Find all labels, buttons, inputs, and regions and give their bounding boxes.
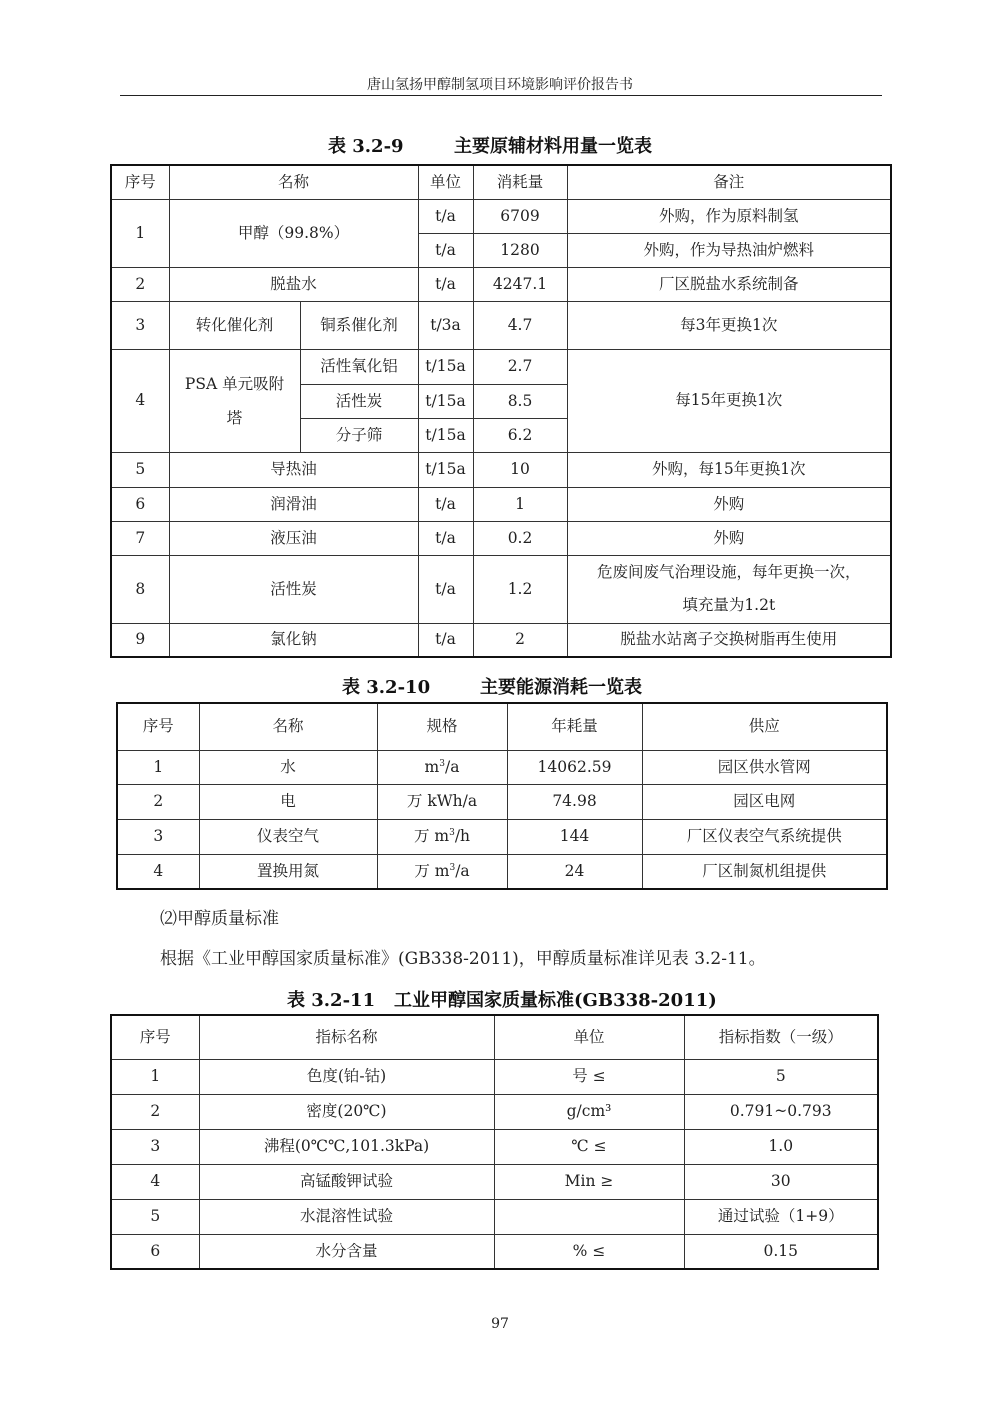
amount-cell: 2.7: [473, 349, 567, 384]
row-number: 5: [111, 452, 169, 487]
material-name: 脱盐水: [169, 267, 418, 301]
row-number: 6: [111, 1234, 199, 1269]
indicator-name: 沸程(0℃℃,101.3kPa): [199, 1129, 494, 1164]
amount-cell: 144: [507, 819, 642, 854]
note-line: 危废间废气治理设施，每年更换一次，: [597, 563, 861, 581]
header-cell: 规格: [377, 703, 507, 750]
note-cell: 每15年更换1次: [567, 349, 891, 452]
spec-text: 万 m: [414, 861, 450, 880]
row-number: 2: [117, 784, 199, 819]
spec-superscript: 3: [449, 828, 455, 839]
header-cell: 备注: [567, 165, 891, 199]
header-cell: 序号: [111, 165, 169, 199]
row-number: 8: [111, 555, 169, 623]
amount-cell: 1.2: [473, 555, 567, 623]
material-name-line: 塔: [226, 408, 243, 427]
unit-cell: g/cm³: [494, 1094, 684, 1129]
indicator-name: 高锰酸钾试验: [199, 1164, 494, 1199]
row-number: 2: [111, 1094, 199, 1129]
table-row: [111, 349, 891, 384]
table2-caption-number: 表 3.2-10: [342, 677, 431, 698]
supply-cell: 园区供水管网: [642, 750, 887, 784]
row-number: 9: [111, 623, 169, 657]
table-row: [117, 750, 887, 784]
amount-cell: 4247.1: [473, 267, 567, 301]
amount-cell: 0.2: [473, 521, 567, 555]
material-name: 氯化钠: [169, 623, 418, 657]
indicator-name: 密度(20℃): [199, 1094, 494, 1129]
table-row: [117, 854, 887, 889]
unit-cell: t/a: [418, 487, 473, 521]
table-row: [111, 1199, 878, 1234]
value-cell: 5: [684, 1059, 878, 1094]
indicator-name: 水分含量: [199, 1234, 494, 1269]
spec-cell: [377, 750, 507, 784]
spec-text: /h: [454, 827, 471, 846]
header-cell: 年耗量: [507, 703, 642, 750]
spec-cell: [377, 819, 507, 854]
note-cell: 外购，每15年更换1次: [567, 452, 891, 487]
spec-text: 万 m: [413, 827, 450, 846]
amount-cell: 1: [473, 487, 567, 521]
note-cell: 厂区脱盐水系统制备: [567, 267, 891, 301]
unit-cell: t/15a: [418, 349, 473, 384]
amount-cell: 6.2: [473, 418, 567, 452]
table3-caption-title: 工业甲醇国家质量标准(GB338-2011): [394, 990, 717, 1011]
table-row: [111, 199, 891, 233]
value-cell: 30: [684, 1164, 878, 1199]
energy-name: 电: [199, 784, 377, 819]
note-cell: 外购，作为导热油炉燃料: [567, 233, 891, 267]
table1-caption-title: 主要原辅材料用量一览表: [454, 136, 652, 157]
energy-name: 仪表空气: [199, 819, 377, 854]
table-row: [111, 301, 891, 349]
row-number: 4: [111, 1164, 199, 1199]
table-row: [111, 1129, 878, 1164]
value-cell: 1.0: [684, 1129, 878, 1164]
row-number: 3: [111, 301, 169, 349]
amount-cell: 6709: [473, 199, 567, 233]
table-row: [111, 623, 891, 657]
row-number: 7: [111, 521, 169, 555]
header-cell: 单位: [418, 165, 473, 199]
unit-cell: 号 ≤: [494, 1059, 684, 1094]
table-raw-materials: [110, 164, 892, 658]
table1-caption-number: 表 3.2-9: [328, 136, 404, 157]
section-heading: ⑵甲醇质量标准: [160, 909, 279, 929]
table-row: [111, 452, 891, 487]
unit-cell: t/3a: [418, 301, 473, 349]
amount-cell: 14062.59: [507, 750, 642, 784]
material-subname: 分子筛: [300, 418, 418, 452]
spec-superscript: 3: [439, 758, 445, 769]
supply-cell: 厂区制氮机组提供: [642, 854, 887, 889]
header-cell: 名称: [169, 165, 418, 199]
table-header-row: [111, 165, 891, 199]
row-number: 3: [111, 1129, 199, 1164]
material-name-line: PSA 单元吸附: [184, 374, 285, 393]
table-row: [111, 1234, 878, 1269]
header-cell: 序号: [111, 1015, 199, 1059]
table-row: [111, 1094, 878, 1129]
amount-cell: 74.98: [507, 784, 642, 819]
table-row: [117, 784, 887, 819]
row-number: 4: [117, 854, 199, 889]
unit-cell: ℃ ≤: [494, 1129, 684, 1164]
indicator-name: 水混溶性试验: [199, 1199, 494, 1234]
value-cell: 通过试验（1+9）: [684, 1199, 878, 1234]
amount-cell: 10: [473, 452, 567, 487]
table-row: [111, 1164, 878, 1199]
spec-superscript: 3: [449, 862, 456, 873]
material-subname: 活性炭: [300, 384, 418, 418]
unit-cell: t/a: [418, 267, 473, 301]
body-paragraph: 根据《工业甲醇国家质量标准》(GB338-2011)，甲醇质量标准详见表 3.2-11。: [160, 949, 766, 969]
material-name: 甲醇（99.8%）: [169, 199, 418, 267]
page-number: 97: [491, 1316, 509, 1332]
table2-caption-title: 主要能源消耗一览表: [480, 677, 642, 698]
material-subname: 活性氧化铝: [300, 349, 418, 384]
material-name: 转化催化剂: [169, 301, 300, 349]
table-row: [111, 267, 891, 301]
unit-cell: t/a: [418, 199, 473, 233]
row-number: 5: [111, 1199, 199, 1234]
note-cell: 外购，作为原料制氢: [567, 199, 891, 233]
material-subname: 铜系催化剂: [300, 301, 418, 349]
note-cell: 外购: [567, 521, 891, 555]
value-cell: 0.791~0.793: [684, 1094, 878, 1129]
supply-cell: 厂区仪表空气系统提供: [642, 819, 887, 854]
table3-caption-number: 表 3.2-11: [287, 990, 376, 1011]
table-row: [111, 521, 891, 555]
spec-cell: [377, 854, 507, 889]
unit-cell: t/15a: [418, 384, 473, 418]
supply-cell: 园区电网: [642, 784, 887, 819]
note-line: 填充量为1.2t: [682, 596, 776, 614]
table-row: [111, 487, 891, 521]
amount-cell: 4.7: [473, 301, 567, 349]
unit-cell: Min ≥: [494, 1164, 684, 1199]
header-cell: 单位: [494, 1015, 684, 1059]
unit-cell: t/a: [418, 521, 473, 555]
spec-text: /a: [444, 757, 460, 776]
unit-cell: t/a: [418, 623, 473, 657]
amount-cell: 1280: [473, 233, 567, 267]
table-energy-consumption: [116, 702, 888, 890]
unit-cell: t/a: [418, 233, 473, 267]
row-number: 1: [117, 750, 199, 784]
row-number: 6: [111, 487, 169, 521]
material-name: 润滑油: [169, 487, 418, 521]
header-cell: 供应: [642, 703, 887, 750]
table-header-row: [111, 1015, 878, 1059]
note-cell: [567, 555, 891, 623]
header-cell: 序号: [117, 703, 199, 750]
header-cell: 名称: [199, 703, 377, 750]
header-cell: 指标指数（一级）: [684, 1015, 878, 1059]
row-number: 3: [117, 819, 199, 854]
running-header: 唐山氢扬甲醇制氢项目环境影响评价报告书: [367, 77, 633, 93]
amount-cell: 24: [507, 854, 642, 889]
energy-name: 水: [199, 750, 377, 784]
value-cell: 0.15: [684, 1234, 878, 1269]
energy-name: 置换用氮: [199, 854, 377, 889]
indicator-name: 色度(铂-钴): [199, 1059, 494, 1094]
note-cell: 外购: [567, 487, 891, 521]
table-row: [111, 555, 891, 623]
table-header-row: [117, 703, 887, 750]
header-cell: 消耗量: [473, 165, 567, 199]
unit-cell: % ≤: [494, 1234, 684, 1269]
material-name: 导热油: [169, 452, 418, 487]
row-number: 2: [111, 267, 169, 301]
amount-cell: 8.5: [473, 384, 567, 418]
note-cell: 每3年更换1次: [567, 301, 891, 349]
material-name: 液压油: [169, 521, 418, 555]
table-methanol-standard: [110, 1014, 879, 1270]
note-cell: 脱盐水站离子交换树脂再生使用: [567, 623, 891, 657]
row-number: 1: [111, 1059, 199, 1094]
header-rule: [120, 95, 882, 96]
spec-text: /a: [455, 861, 470, 880]
unit-cell: t/15a: [418, 418, 473, 452]
amount-cell: 2: [473, 623, 567, 657]
spec-cell: 万 kWh/a: [377, 784, 507, 819]
row-number: 4: [111, 349, 169, 452]
row-number: 1: [111, 199, 169, 267]
unit-cell: t/15a: [418, 452, 473, 487]
unit-cell: [494, 1199, 684, 1234]
table-row: [111, 1059, 878, 1094]
table-row: [117, 819, 887, 854]
material-name: [169, 349, 300, 452]
unit-cell: t/a: [418, 555, 473, 623]
header-cell: 指标名称: [199, 1015, 494, 1059]
spec-text: m: [424, 757, 440, 776]
material-name: 活性炭: [169, 555, 418, 623]
